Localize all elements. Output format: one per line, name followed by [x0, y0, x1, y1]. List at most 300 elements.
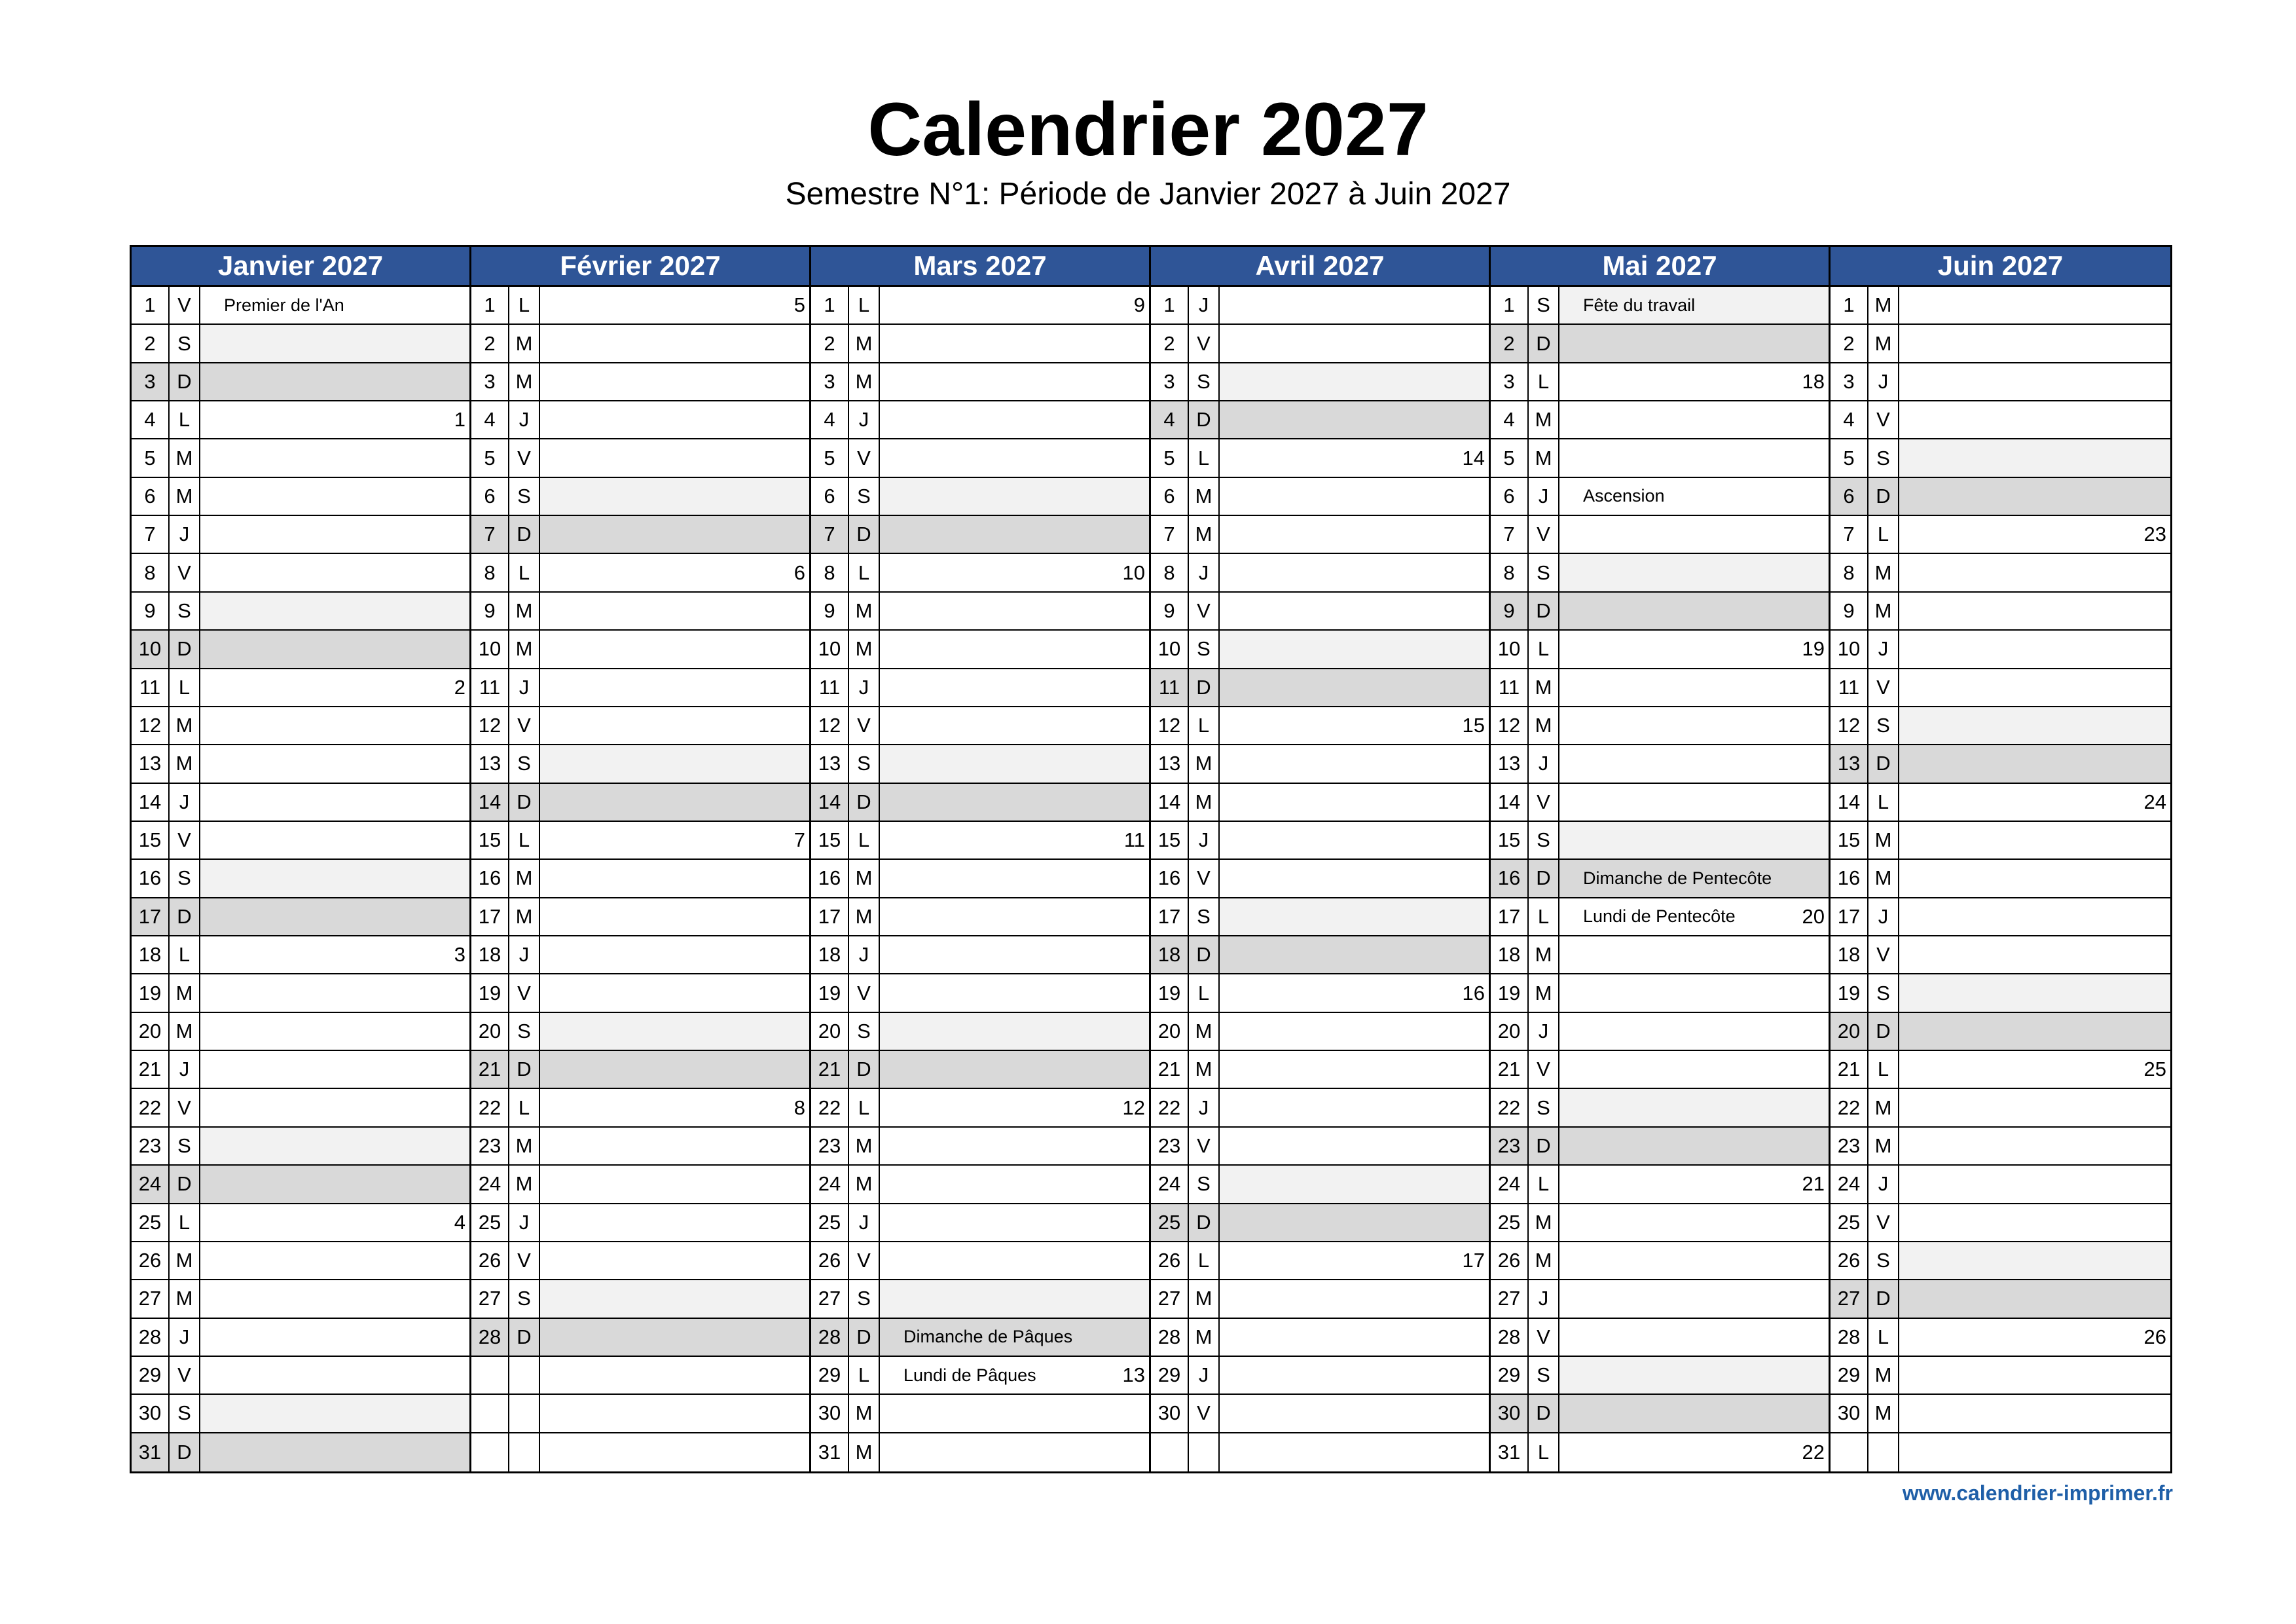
- day-row: [471, 860, 809, 898]
- day-number: 23: [1491, 1128, 1529, 1164]
- day-number: 26: [811, 1242, 849, 1279]
- day-note-cell: [880, 974, 1149, 1011]
- day-row: [1491, 1242, 1829, 1280]
- day-row: [132, 898, 469, 936]
- day-number: 15: [132, 822, 170, 858]
- day-note-cell: [1220, 325, 1489, 361]
- day-row: [1491, 401, 1829, 439]
- day-of-week: L: [849, 1357, 880, 1393]
- day-note-cell: [880, 745, 1149, 782]
- day-number: 14: [132, 784, 170, 821]
- day-of-week: D: [1529, 1395, 1559, 1431]
- day-of-week: V: [1868, 936, 1899, 973]
- day-row: [1491, 1089, 1829, 1127]
- day-row: [132, 1357, 469, 1395]
- day-note-cell: [1220, 1204, 1489, 1241]
- day-row: [1831, 1089, 2170, 1127]
- day-number: 22: [132, 1089, 170, 1126]
- day-of-week: L: [1529, 363, 1559, 400]
- day-row: [1491, 439, 1829, 477]
- day-row: [1491, 745, 1829, 783]
- day-of-week: V: [1868, 1204, 1899, 1241]
- day-of-week: M: [1868, 1357, 1899, 1393]
- day-row: [1151, 1089, 1489, 1127]
- day-note-cell: [1220, 593, 1489, 629]
- day-number: 15: [471, 822, 509, 858]
- day-note-cell: [540, 936, 809, 973]
- day-number: 12: [1831, 707, 1868, 744]
- day-note-cell: [1220, 860, 1489, 896]
- holiday-label: Premier de l'An: [224, 295, 344, 315]
- day-number: 28: [1491, 1319, 1529, 1356]
- day-note-cell: [200, 1051, 469, 1088]
- day-note-cell: [1559, 1089, 1829, 1126]
- day-of-week: M: [509, 363, 540, 400]
- day-of-week: D: [509, 1051, 540, 1088]
- day-note-cell: [1559, 974, 1829, 1011]
- day-of-week: J: [1868, 363, 1899, 400]
- day-row: [132, 478, 469, 516]
- day-of-week: L: [849, 287, 880, 323]
- day-note-cell: [540, 439, 809, 476]
- day-note-cell: [540, 1357, 809, 1393]
- day-number: 4: [1831, 401, 1868, 438]
- day-row: [811, 1280, 1149, 1318]
- day-row: [1831, 974, 2170, 1012]
- day-note-cell: [1559, 707, 1829, 744]
- day-number: 21: [1491, 1051, 1529, 1088]
- day-number: 8: [471, 554, 509, 591]
- day-row: [1491, 1204, 1829, 1242]
- day-row: [132, 1433, 469, 1471]
- day-of-week: D: [170, 363, 200, 400]
- day-of-week: [509, 1433, 540, 1471]
- page-title: Calendrier 2027: [867, 88, 1429, 172]
- week-number: 18: [1802, 369, 1825, 393]
- day-row: [1831, 593, 2170, 631]
- day-of-week: J: [170, 1051, 200, 1088]
- day-of-week: V: [1868, 401, 1899, 438]
- day-note-cell: [1899, 1433, 2170, 1471]
- day-note-cell: [880, 707, 1149, 744]
- day-of-week: J: [1189, 287, 1220, 323]
- day-of-week: S: [1868, 1242, 1899, 1279]
- day-note-cell: [880, 631, 1149, 667]
- day-note-cell: [200, 974, 469, 1011]
- day-number: 5: [811, 439, 849, 476]
- day-number: 26: [1491, 1242, 1529, 1279]
- day-note-cell: [200, 1013, 469, 1050]
- day-number: 25: [132, 1204, 170, 1241]
- day-of-week: D: [170, 1166, 200, 1202]
- week-number: 14: [1462, 446, 1485, 470]
- day-note-cell: [1899, 1242, 2170, 1279]
- day-note-cell: [540, 1051, 809, 1088]
- day-row: [1491, 631, 1829, 669]
- day-note-cell: [200, 822, 469, 858]
- day-number: 7: [132, 516, 170, 553]
- day-of-week: J: [1529, 1280, 1559, 1317]
- day-note-cell: [1559, 401, 1829, 438]
- day-number: 4: [811, 401, 849, 438]
- day-row: [471, 898, 809, 936]
- day-note-cell: [880, 1204, 1149, 1241]
- day-note-cell: [1559, 1166, 1829, 1202]
- day-row: [1491, 1395, 1829, 1433]
- day-number: [471, 1395, 509, 1431]
- day-row: [132, 631, 469, 669]
- day-of-week: M: [849, 860, 880, 896]
- day-row: [132, 1242, 469, 1280]
- day-of-week: J: [170, 1319, 200, 1356]
- week-number: 26: [2143, 1325, 2166, 1348]
- day-number: 9: [1831, 593, 1868, 629]
- day-number: 24: [1491, 1166, 1529, 1202]
- day-note-cell: [1559, 1128, 1829, 1164]
- day-row: [1831, 707, 2170, 745]
- day-row: [471, 1395, 809, 1433]
- day-note-cell: [200, 669, 469, 706]
- day-note-cell: [540, 478, 809, 515]
- day-of-week: S: [1868, 707, 1899, 744]
- day-row: [811, 593, 1149, 631]
- day-of-week: D: [1189, 1204, 1220, 1241]
- day-note-cell: [1559, 1242, 1829, 1279]
- day-of-week: V: [1189, 1128, 1220, 1164]
- day-list: [1151, 287, 1489, 1471]
- day-note-cell: [1220, 631, 1489, 667]
- day-row: [471, 1357, 809, 1395]
- day-of-week: D: [849, 784, 880, 821]
- day-number: 12: [811, 707, 849, 744]
- day-of-week: M: [170, 745, 200, 782]
- week-number: 3: [454, 943, 465, 967]
- day-note-cell: [1220, 974, 1489, 1011]
- day-of-week: D: [1189, 669, 1220, 706]
- day-of-week: M: [509, 325, 540, 361]
- day-number: 17: [1831, 898, 1868, 935]
- day-note-cell: [540, 1089, 809, 1126]
- week-number: 2: [454, 675, 465, 699]
- day-note-cell: [200, 1319, 469, 1356]
- day-row: [1831, 822, 2170, 860]
- day-note-cell: [1559, 1013, 1829, 1050]
- day-row: [1831, 1204, 2170, 1242]
- day-note-cell: [880, 784, 1149, 821]
- day-number: 11: [1831, 669, 1868, 706]
- day-note-cell: [540, 631, 809, 667]
- day-number: 2: [811, 325, 849, 361]
- day-number: 7: [1151, 516, 1189, 553]
- month-column: [811, 247, 1151, 1471]
- day-note-cell: [1220, 1357, 1489, 1393]
- day-number: [1151, 1433, 1189, 1471]
- day-row: [811, 1166, 1149, 1204]
- day-of-week: D: [170, 631, 200, 667]
- day-of-week: M: [509, 898, 540, 935]
- day-row: [1151, 669, 1489, 707]
- day-row: [811, 401, 1149, 439]
- day-note-cell: [880, 1242, 1149, 1279]
- day-of-week: L: [509, 1089, 540, 1126]
- day-note-cell: [1899, 707, 2170, 744]
- day-row: [471, 974, 809, 1012]
- day-row: [132, 287, 469, 325]
- day-row: [811, 287, 1149, 325]
- day-number: 26: [1831, 1242, 1868, 1279]
- day-number: 19: [811, 974, 849, 1011]
- day-note-cell: [1899, 1013, 2170, 1050]
- day-row: [811, 669, 1149, 707]
- month-header: Mars 2027: [811, 247, 1149, 287]
- day-of-week: M: [1189, 478, 1220, 515]
- day-number: 18: [471, 936, 509, 973]
- day-note-cell: [540, 1204, 809, 1241]
- day-note-cell: [880, 554, 1149, 591]
- day-number: 9: [471, 593, 509, 629]
- day-row: [811, 1395, 1149, 1433]
- holiday-label: Fête du travail: [1583, 295, 1696, 315]
- day-of-week: D: [170, 1433, 200, 1471]
- day-number: 7: [1491, 516, 1529, 553]
- day-of-week: V: [170, 822, 200, 858]
- day-row: [132, 860, 469, 898]
- day-row: [811, 516, 1149, 554]
- day-of-week: S: [1529, 287, 1559, 323]
- day-of-week: L: [849, 554, 880, 591]
- day-of-week: J: [1189, 822, 1220, 858]
- week-number: 15: [1462, 714, 1485, 737]
- day-row: [1151, 325, 1489, 363]
- day-number: 7: [471, 516, 509, 553]
- day-row: [132, 401, 469, 439]
- day-number: [471, 1433, 509, 1471]
- day-of-week: M: [1868, 1089, 1899, 1126]
- day-of-week: M: [849, 1433, 880, 1471]
- day-number: 20: [1151, 1013, 1189, 1050]
- day-number: 1: [1831, 287, 1868, 323]
- day-note-cell: [1899, 936, 2170, 973]
- day-note-cell: [200, 287, 469, 323]
- day-number: 13: [1491, 745, 1529, 782]
- day-of-week: M: [849, 1166, 880, 1202]
- day-number: 16: [1831, 860, 1868, 896]
- day-of-week: J: [849, 936, 880, 973]
- week-number: 10: [1122, 561, 1145, 584]
- day-of-week: L: [1529, 1166, 1559, 1202]
- day-row: [1831, 784, 2170, 822]
- day-of-week: J: [1868, 898, 1899, 935]
- day-number: 5: [1831, 439, 1868, 476]
- day-row: [1151, 363, 1489, 401]
- day-row: [1151, 439, 1489, 477]
- day-number: 5: [1491, 439, 1529, 476]
- day-of-week: M: [1529, 707, 1559, 744]
- day-of-week: D: [849, 1319, 880, 1356]
- day-note-cell: [200, 1242, 469, 1279]
- day-row: [1831, 1357, 2170, 1395]
- day-of-week: S: [1868, 439, 1899, 476]
- day-of-week: V: [1868, 669, 1899, 706]
- day-row: [1151, 1395, 1489, 1433]
- day-note-cell: [540, 287, 809, 323]
- day-of-week: S: [170, 325, 200, 361]
- day-note-cell: [1899, 1204, 2170, 1241]
- page-subtitle: Semestre N°1: Période de Janvier 2027 à Juin 2027: [785, 177, 1511, 212]
- day-list: [811, 287, 1149, 1471]
- day-note-cell: [1220, 707, 1489, 744]
- day-note-cell: [1899, 1280, 2170, 1317]
- day-note-cell: [1559, 822, 1829, 858]
- month-header: Avril 2027: [1151, 247, 1489, 287]
- day-row: [1491, 936, 1829, 974]
- day-of-week: V: [170, 554, 200, 591]
- day-number: 21: [1831, 1051, 1868, 1088]
- day-row: [811, 363, 1149, 401]
- day-number: 2: [1491, 325, 1529, 361]
- day-note-cell: [880, 1166, 1149, 1202]
- day-row: [132, 1280, 469, 1318]
- day-row: [1831, 439, 2170, 477]
- day-row: [1491, 1166, 1829, 1204]
- week-number: 9: [1133, 293, 1145, 317]
- day-note-cell: [1899, 631, 2170, 667]
- day-number: 16: [1491, 860, 1529, 896]
- day-number: 22: [1831, 1089, 1868, 1126]
- day-number: 16: [811, 860, 849, 896]
- day-note-cell: [1559, 363, 1829, 400]
- day-number: 25: [1151, 1204, 1189, 1241]
- day-row: [1151, 784, 1489, 822]
- day-row: [811, 1242, 1149, 1280]
- week-number: 6: [793, 561, 805, 584]
- day-of-week: J: [1868, 631, 1899, 667]
- day-number: 13: [1151, 745, 1189, 782]
- day-row: [1151, 936, 1489, 974]
- day-of-week: M: [509, 860, 540, 896]
- day-row: [1831, 936, 2170, 974]
- day-number: 31: [132, 1433, 170, 1471]
- day-row: [1491, 1013, 1829, 1051]
- day-number: 11: [1491, 669, 1529, 706]
- day-note-cell: [1220, 1242, 1489, 1279]
- day-row: [1491, 516, 1829, 554]
- day-row: [1491, 1319, 1829, 1357]
- day-note-cell: [1220, 439, 1489, 476]
- day-row: [132, 363, 469, 401]
- day-number: 9: [1491, 593, 1529, 629]
- day-list: [471, 287, 809, 1471]
- day-number: 19: [1831, 974, 1868, 1011]
- day-number: 26: [1151, 1242, 1189, 1279]
- day-row: [1831, 1051, 2170, 1089]
- day-row: [471, 363, 809, 401]
- day-note-cell: [1220, 363, 1489, 400]
- day-of-week: D: [1868, 1013, 1899, 1050]
- day-row: [1831, 631, 2170, 669]
- day-note-cell: [200, 631, 469, 667]
- month-column: [132, 247, 471, 1471]
- day-note-cell: [1559, 1051, 1829, 1088]
- day-number: 12: [1151, 707, 1189, 744]
- day-note-cell: [540, 516, 809, 553]
- day-note-cell: [880, 1357, 1149, 1393]
- day-number: 27: [132, 1280, 170, 1317]
- day-note-cell: [1559, 860, 1829, 896]
- day-of-week: M: [1529, 936, 1559, 973]
- day-number: 21: [1151, 1051, 1189, 1088]
- day-note-cell: [880, 1089, 1149, 1126]
- day-of-week: L: [1529, 1433, 1559, 1471]
- day-note-cell: [1559, 745, 1829, 782]
- day-number: 2: [1831, 325, 1868, 361]
- day-row: [471, 1319, 809, 1357]
- website-link[interactable]: www.calendrier-imprimer.fr: [1902, 1481, 2173, 1505]
- day-note-cell: [200, 784, 469, 821]
- day-of-week: M: [1189, 784, 1220, 821]
- day-note-cell: [1220, 1319, 1489, 1356]
- day-row: [471, 1433, 809, 1471]
- day-of-week: L: [509, 554, 540, 591]
- day-note-cell: [880, 1051, 1149, 1088]
- day-of-week: M: [1868, 1395, 1899, 1431]
- day-of-week: M: [1868, 554, 1899, 591]
- day-of-week: V: [170, 1089, 200, 1126]
- day-number: 17: [132, 898, 170, 935]
- day-of-week: J: [1529, 1013, 1559, 1050]
- day-note-cell: [200, 745, 469, 782]
- day-of-week: L: [170, 401, 200, 438]
- day-row: [1491, 1051, 1829, 1089]
- holiday-label: Lundi de Pentecôte: [1583, 906, 1736, 927]
- day-list: [1831, 287, 2170, 1471]
- day-of-week: V: [170, 1357, 200, 1393]
- day-row: [1491, 1128, 1829, 1166]
- day-note-cell: [540, 1242, 809, 1279]
- day-row: [1831, 516, 2170, 554]
- week-number: 11: [1123, 828, 1145, 852]
- day-row: [1151, 1242, 1489, 1280]
- week-number: 1: [454, 408, 465, 432]
- day-number: 25: [1491, 1204, 1529, 1241]
- day-number: 16: [471, 860, 509, 896]
- day-note-cell: [540, 1166, 809, 1202]
- day-of-week: V: [170, 287, 200, 323]
- day-note-cell: [880, 593, 1149, 629]
- day-note-cell: [880, 478, 1149, 515]
- day-of-week: J: [849, 669, 880, 706]
- day-note-cell: [1899, 593, 2170, 629]
- day-number: 11: [471, 669, 509, 706]
- day-of-week: [1189, 1433, 1220, 1471]
- day-of-week: [1868, 1433, 1899, 1471]
- day-of-week: M: [1189, 1319, 1220, 1356]
- day-number: 17: [1151, 898, 1189, 935]
- day-of-week: M: [1189, 1280, 1220, 1317]
- day-note-cell: [1559, 439, 1829, 476]
- day-note-cell: [1220, 745, 1489, 782]
- day-row: [1491, 363, 1829, 401]
- day-of-week: M: [1529, 1242, 1559, 1279]
- day-row: [1831, 745, 2170, 783]
- week-number: 7: [793, 828, 805, 852]
- day-row: [1491, 287, 1829, 325]
- day-number: 15: [1831, 822, 1868, 858]
- day-of-week: M: [170, 1013, 200, 1050]
- day-of-week: L: [509, 822, 540, 858]
- day-row: [811, 554, 1149, 592]
- day-number: 25: [811, 1204, 849, 1241]
